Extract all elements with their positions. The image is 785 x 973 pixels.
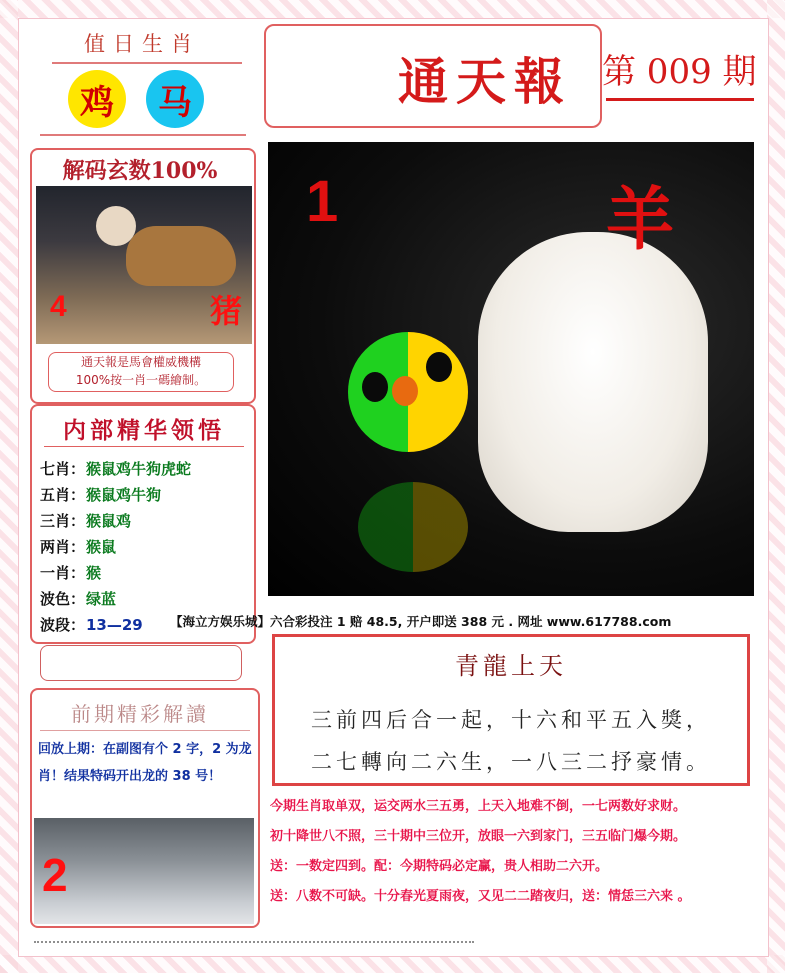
tip-value: 猴鼠鸡牛狗虎蛇 — [86, 460, 192, 478]
toy-ball — [348, 332, 468, 452]
decode-title: 解码玄数100% — [62, 158, 218, 184]
horse-badge: 马 — [146, 70, 204, 128]
tip-row — [40, 510, 131, 531]
verse-line-1: 三前四后合一起，十六和平五入獎， — [311, 708, 711, 732]
ball-reflection — [358, 482, 468, 572]
decode-note-line2: 100%按一肖一碼繪制。 — [75, 373, 207, 387]
tip-label: 五肖： — [40, 486, 86, 504]
tip-row — [40, 536, 116, 557]
masthead-title: 通天報 — [398, 52, 572, 111]
rider-figure — [96, 206, 136, 246]
bull-figure — [126, 226, 236, 286]
zodiac-divider-bottom — [40, 134, 246, 136]
ball-hole — [392, 376, 418, 406]
issue-underline — [606, 98, 754, 101]
ad-banner: 【海立方娱乐城】六合彩投注 1 赔 48.5, 开户即送 388 元 . 网址 www.617788.com — [170, 614, 672, 629]
secret-tips-divider — [44, 446, 244, 447]
verse-line-2: 二七轉向二六生，一八三二抒豪情。 — [311, 750, 711, 774]
tip-row — [40, 562, 101, 583]
tip-value: 猴鼠 — [86, 538, 117, 556]
tip-value: 猴 — [86, 564, 102, 582]
decode-number: 4 — [50, 290, 67, 323]
tip-label: 一肖： — [40, 564, 86, 582]
previous-issue-photo — [34, 818, 254, 924]
decode-note — [48, 352, 234, 392]
tip-label: 两肖： — [40, 538, 86, 556]
previous-issue-title: 前期精彩解讀 — [71, 702, 209, 726]
previous-issue-number: 2 — [42, 849, 68, 901]
border-pattern-right — [767, 0, 785, 973]
rodeo-photo — [36, 186, 252, 344]
tip-value: 猴鼠鸡牛狗 — [86, 486, 162, 504]
main-photo-animal: 羊 — [606, 180, 675, 260]
footer-scrawl — [34, 927, 474, 943]
tip-row — [40, 484, 161, 505]
tip-label: 三肖： — [40, 512, 86, 530]
issue-number: 第 009 期 — [602, 52, 757, 92]
puppy-photo — [268, 142, 754, 596]
blank-panel — [40, 645, 242, 681]
note-line: 初十降世八不照，三十期中三位开，放眼一六到家门，三五临门爆今期。 — [270, 829, 687, 844]
tip-value: 绿蓝 — [86, 590, 117, 608]
tip-row — [40, 458, 191, 479]
main-photo-number: 1 — [306, 169, 339, 234]
note-line: 送：八数不可缺。十分春光夏雨夜，又见二二踏夜归，送：情恁三六来 。 — [270, 889, 691, 904]
tip-value: 13—29 — [86, 616, 143, 634]
rooster-badge: 鸡 — [68, 70, 126, 128]
tip-row — [40, 614, 143, 635]
zodiac-divider — [52, 62, 242, 64]
tip-label: 波色： — [40, 590, 86, 608]
puppy-figure — [478, 232, 708, 532]
tip-label: 波段： — [40, 616, 86, 634]
prediction-notes — [270, 792, 758, 912]
border-pattern-bottom — [0, 955, 785, 973]
ball-hole — [426, 352, 452, 382]
border-pattern-left — [0, 0, 18, 973]
note-line: 今期生肖取单双，运交两水三五勇，上天入地难不倒，一七两数好求财。 — [270, 799, 687, 814]
tip-value: 猴鼠鸡 — [86, 512, 132, 530]
ball-hole — [362, 372, 388, 402]
verse-title: 青龍上天 — [455, 652, 567, 680]
previous-issue-text: 回放上期：在副图有个 2 字，2 为龙肖！结果特码开出龙的 38 号！ — [38, 742, 252, 784]
tip-label: 七肖： — [40, 460, 86, 478]
previous-issue-divider — [40, 730, 250, 731]
decode-animal: 猪 — [209, 292, 242, 330]
secret-tips-title: 内部精华领悟 — [63, 417, 225, 444]
border-pattern-top — [0, 0, 785, 18]
note-line: 送：一数定四到。配：今期特码必定赢，贵人相助二六开。 — [270, 859, 609, 874]
decode-note-line1: 通天報是馬會權威機構 — [80, 355, 201, 369]
zodiac-title: 值日生肖 — [84, 32, 200, 56]
tip-row — [40, 588, 116, 609]
